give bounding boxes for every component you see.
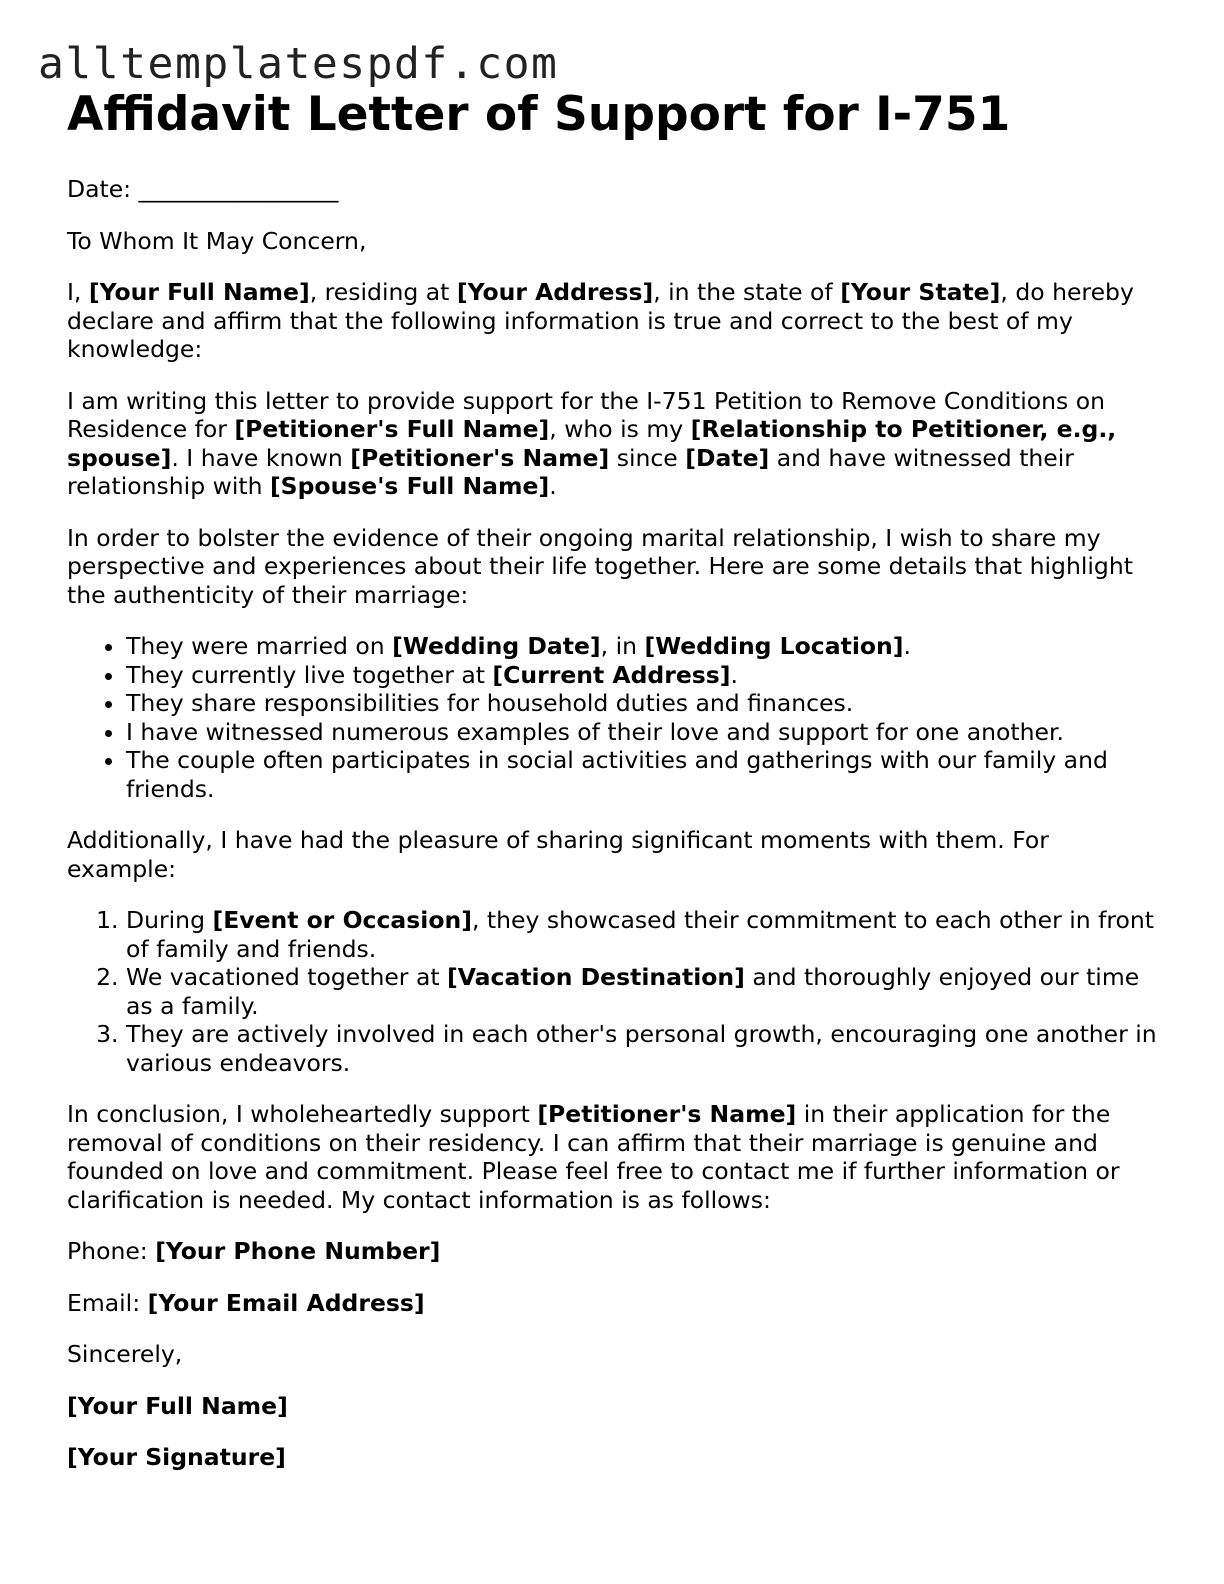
intro-text: , residing at: [309, 278, 457, 306]
list-item-text: , in: [600, 632, 645, 660]
evidence-bullet-list: [67, 632, 1157, 803]
list-item-text: During: [126, 906, 213, 934]
petitioner-name-placeholder: [Petitioner's Name]: [350, 443, 610, 472]
list-item-text: They currently live together at: [126, 660, 493, 689]
list-item: • I have witnessed numerous examples of their love and support for one another.: [126, 718, 1157, 747]
list-item-text: , they showcased their commitment to each other in front of family and friends.: [126, 906, 1155, 963]
purpose-paragraph: [67, 387, 1157, 501]
signoff-name-placeholder: [Your Full Name]: [67, 1391, 288, 1420]
list-item-text: We vacationed together at: [126, 963, 448, 991]
your-address-placeholder: [Your Address]: [456, 278, 654, 306]
phone-label: Phone:: [67, 1237, 156, 1265]
list-item-text: They were married on: [126, 632, 393, 660]
your-full-name-placeholder: [Your Full Name]: [88, 278, 310, 306]
date-placeholder: [Date]: [685, 443, 770, 472]
purpose-text: since: [609, 443, 686, 472]
date-blank: _________________: [138, 175, 339, 203]
list-item: [126, 661, 1157, 690]
purpose-text: and have witnessed their relationship with: [67, 443, 1074, 500]
wedding-date-placeholder: [Wedding Date]: [392, 632, 601, 660]
intro-text: , do hereby declare and affirm that the following information is true and correct to the best of my knowledge:: [67, 278, 1134, 363]
list-item: [126, 963, 1157, 1020]
date-label: Date:: [67, 175, 139, 203]
email-placeholder: [Your Email Address]: [147, 1288, 425, 1317]
intro-paragraph: [67, 278, 1157, 364]
purpose-text: , who is my: [549, 415, 691, 443]
document-title: Affidavit Letter of Support for I-751: [67, 87, 1011, 142]
list-item: 3. They are actively involved in each other's personal growth, encouraging one another in various endeavors.: [126, 1020, 1157, 1077]
affidavit-document: [67, 84, 1157, 1472]
current-address-placeholder: [Current Address]: [492, 660, 731, 689]
list-item: • They share responsibilities for household duties and finances.: [126, 689, 1157, 718]
list-item-text: .: [903, 632, 911, 660]
list-item: [126, 906, 1157, 963]
list-item-text: and thoroughly enjoyed our time as a family.: [126, 963, 1140, 1020]
site-watermark: alltemplatespdf.com: [38, 39, 559, 89]
email-label: Email:: [67, 1288, 148, 1317]
conclusion-text: in their application for the removal of conditions on their residency. I can affirm that their marriage is genuine and founded on love and commitment. Please feel free to contact me if further information or clarification is needed. My contact information is as follows:: [67, 1100, 1120, 1214]
conclusion-paragraph: [67, 1100, 1157, 1214]
signature-placeholder: [Your Signature]: [67, 1443, 286, 1471]
signoff-signature: [67, 1443, 1157, 1472]
moments-numbered-list: [67, 906, 1157, 1077]
list-item: [126, 632, 1157, 661]
conclusion-text: In conclusion, I wholeheartedly support: [67, 1100, 538, 1128]
relationship-placeholder: [Relationship to Petitioner, e.g., spouse]: [67, 415, 1117, 472]
purpose-text: .: [549, 472, 557, 500]
purpose-text: . I have known: [171, 443, 351, 472]
salutation: To Whom It May Concern,: [67, 226, 367, 255]
purpose-text: I am writing this letter to provide support for the I-751 Petition to Remove Conditions on Residence for: [67, 386, 1106, 443]
phone-placeholder: [Your Phone Number]: [155, 1237, 441, 1265]
event-placeholder: [Event or Occasion]: [212, 906, 472, 934]
evidence-intro-paragraph: In order to bolster the evidence of their ongoing marital relationship, I wish to share my perspective and experiences about their life together. Here are some details that highlight the authenticity of their marriage:: [67, 523, 1133, 609]
date-line: [67, 175, 1157, 204]
moments-intro-paragraph: Additionally, I have had the pleasure of sharing significant moments with them. For example:: [67, 826, 1049, 883]
email-line: [67, 1289, 1157, 1318]
phone-line: [67, 1237, 1157, 1266]
list-item-text: .: [730, 660, 738, 689]
intro-text: I,: [67, 278, 89, 306]
wedding-location-placeholder: [Wedding Location]: [644, 632, 904, 660]
vacation-destination-placeholder: [Vacation Destination]: [447, 963, 745, 991]
closing: Sincerely,: [67, 1340, 183, 1368]
spouse-full-name-placeholder: [Spouse's Full Name]: [269, 472, 550, 500]
signoff-name: [67, 1392, 1157, 1421]
your-state-placeholder: [Your State]: [840, 278, 1001, 306]
petitioner-name-placeholder: [Petitioner's Name]: [537, 1100, 797, 1128]
petitioner-full-name-placeholder: [Petitioner's Full Name]: [234, 415, 550, 443]
list-item: • The couple often participates in social activities and gatherings with our family and friends.: [126, 746, 1157, 803]
intro-text: , in the state of: [653, 278, 841, 306]
